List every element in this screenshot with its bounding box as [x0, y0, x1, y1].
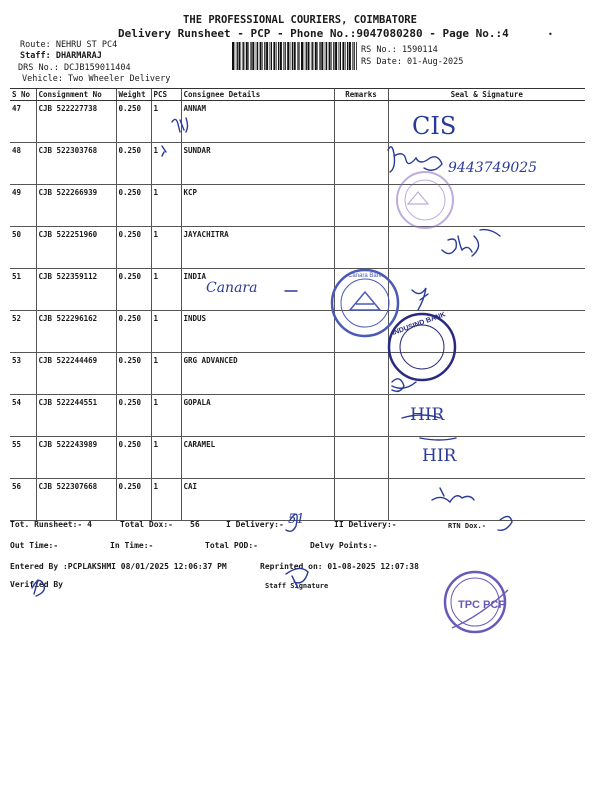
cell-consignment-no: CJB 522266939: [36, 185, 116, 227]
cell-consignment-no: CJB 522244551: [36, 395, 116, 437]
cell-sno: 55: [10, 437, 36, 479]
staff-signature-label: Staff Signature: [265, 582, 329, 590]
col-header-consignee: Consignee Details: [181, 89, 334, 101]
cell-consignment-no: CJB 522244469: [36, 353, 116, 395]
total-dox-value: 56: [190, 520, 200, 529]
cell-weight: 0.250: [116, 437, 151, 479]
col-header-weight: Weight: [116, 89, 151, 101]
cell-consignment-no: CJB 522296162: [36, 311, 116, 353]
indusind-stamp-text: INDUSIND BANK: [391, 311, 447, 338]
cell-consignee: GOPALA: [181, 395, 334, 437]
cell-weight: 0.250: [116, 479, 151, 521]
cell-sno: 51: [10, 269, 36, 311]
cell-weight: 0.250: [116, 143, 151, 185]
cell-pcs: 1: [151, 353, 181, 395]
cell-pcs: 1: [151, 311, 181, 353]
cell-pcs: 1: [151, 437, 181, 479]
cell-sno: 50: [10, 227, 36, 269]
cell-weight: 0.250: [116, 269, 151, 311]
cell-consignment-no: CJB 522243989: [36, 437, 116, 479]
handwritten-hir-1: HIR: [410, 405, 445, 425]
rs-number: RS No.: 1590114: [361, 45, 438, 55]
cell-weight: 0.250: [116, 101, 151, 143]
delvy-points-label: Delvy Points:-: [310, 541, 378, 550]
document-title: THE PROFESSIONAL COURIERS, COIMBATORE: [183, 14, 417, 26]
cell-consignee: CAI: [181, 479, 334, 521]
cell-consignment-no: CJB 522251960: [36, 227, 116, 269]
tpc-stamp-text: TPC PCP: [458, 599, 506, 611]
tot-runsheet: Tot. Runsheet:- 4: [10, 520, 92, 529]
total-pod-label: Total POD:-: [205, 541, 258, 550]
cell-consignee: INDUS: [181, 311, 334, 353]
col-header-sno: S No: [10, 89, 36, 101]
staff-label: Staff: DHARMARAJ: [20, 51, 102, 61]
reprinted-on: Reprinted on: 01-08-2025 12:07:38: [260, 562, 419, 571]
cell-consignment-no: CJB 522307668: [36, 479, 116, 521]
cell-consignment-no: CJB 522227738: [36, 101, 116, 143]
cell-consignee: GRG ADVANCED: [181, 353, 334, 395]
total-dox-label: Total Dox:-: [120, 520, 173, 529]
ii-delivery-label: II Delivery:-: [334, 520, 397, 529]
rtn-dox-label: RTN Dox.-: [448, 522, 486, 530]
circular-stamp-row49: [397, 172, 453, 228]
out-time-label: Out Time:-: [10, 541, 59, 550]
cell-consignee: CARAMEL: [181, 437, 334, 479]
handwritten-hir-2: HIR: [422, 446, 457, 466]
document-subtitle: Delivery Runsheet - PCP - Phone No.:9047080280 - Page No.:4: [118, 27, 509, 40]
rs-date: RS Date: 01-Aug-2025: [361, 57, 464, 67]
handwritten-phone: 9443749025: [448, 160, 538, 176]
col-header-pcs: PCS: [151, 89, 181, 101]
cell-sno: 56: [10, 479, 36, 521]
cell-pcs: 1: [151, 143, 181, 185]
cell-weight: 0.250: [116, 185, 151, 227]
cell-sno: 49: [10, 185, 36, 227]
route-label: Route: NEHRU ST PC4: [20, 40, 118, 50]
handwritten-cis: CIS: [412, 112, 457, 140]
cell-sno: 47: [10, 101, 36, 143]
cell-consignee: ANNAM: [181, 101, 334, 143]
col-header-seal: Seal & Signature: [388, 89, 585, 101]
verified-by: Verified By: [10, 580, 63, 589]
col-header-remarks: Remarks: [334, 89, 388, 101]
indusind-bank-stamp: [389, 311, 455, 380]
cell-pcs: 1: [151, 479, 181, 521]
cell-pcs: 1: [151, 395, 181, 437]
tpc-pcp-stamp: [445, 572, 508, 632]
cell-sno: 52: [10, 311, 36, 353]
cell-pcs: 1: [151, 185, 181, 227]
cell-consignee: INDIA: [181, 269, 334, 311]
handwritten-i-delivery: 51: [288, 512, 305, 527]
in-time-label: In Time:-: [110, 541, 154, 550]
cell-consignee: KCP: [181, 185, 334, 227]
cell-weight: 0.250: [116, 227, 151, 269]
cell-consignment-no: CJB 522359112: [36, 269, 116, 311]
cell-sno: 48: [10, 143, 36, 185]
cell-pcs: 1: [151, 101, 181, 143]
i-delivery-label: I Delivery:-: [226, 520, 284, 529]
cell-consignee: SUNDAR: [181, 143, 334, 185]
handwritten-canara: Canara: [206, 280, 258, 296]
canara-stamp-text: Canara Bank: [348, 273, 384, 279]
canara-bank-stamp: [332, 270, 398, 336]
drs-number: DRS No.: DCJB159011404: [18, 63, 131, 73]
cell-pcs: 1: [151, 227, 181, 269]
cell-sno: 54: [10, 395, 36, 437]
cell-weight: 0.250: [116, 395, 151, 437]
cell-sno: 53: [10, 353, 36, 395]
entered-by: Entered By :PCPLAKSHMI 08/01/2025 12:06:37 PM: [10, 562, 227, 571]
col-header-consignment: Consignment No: [36, 89, 116, 101]
cell-pcs: 1: [151, 269, 181, 311]
vehicle-label: Vehicle: Two Wheeler Delivery: [22, 74, 171, 84]
cell-weight: 0.250: [116, 353, 151, 395]
cell-consignee: JAYACHITRA: [181, 227, 334, 269]
dot-mark: •: [548, 30, 553, 39]
cell-weight: 0.250: [116, 311, 151, 353]
cell-consignment-no: CJB 522303768: [36, 143, 116, 185]
